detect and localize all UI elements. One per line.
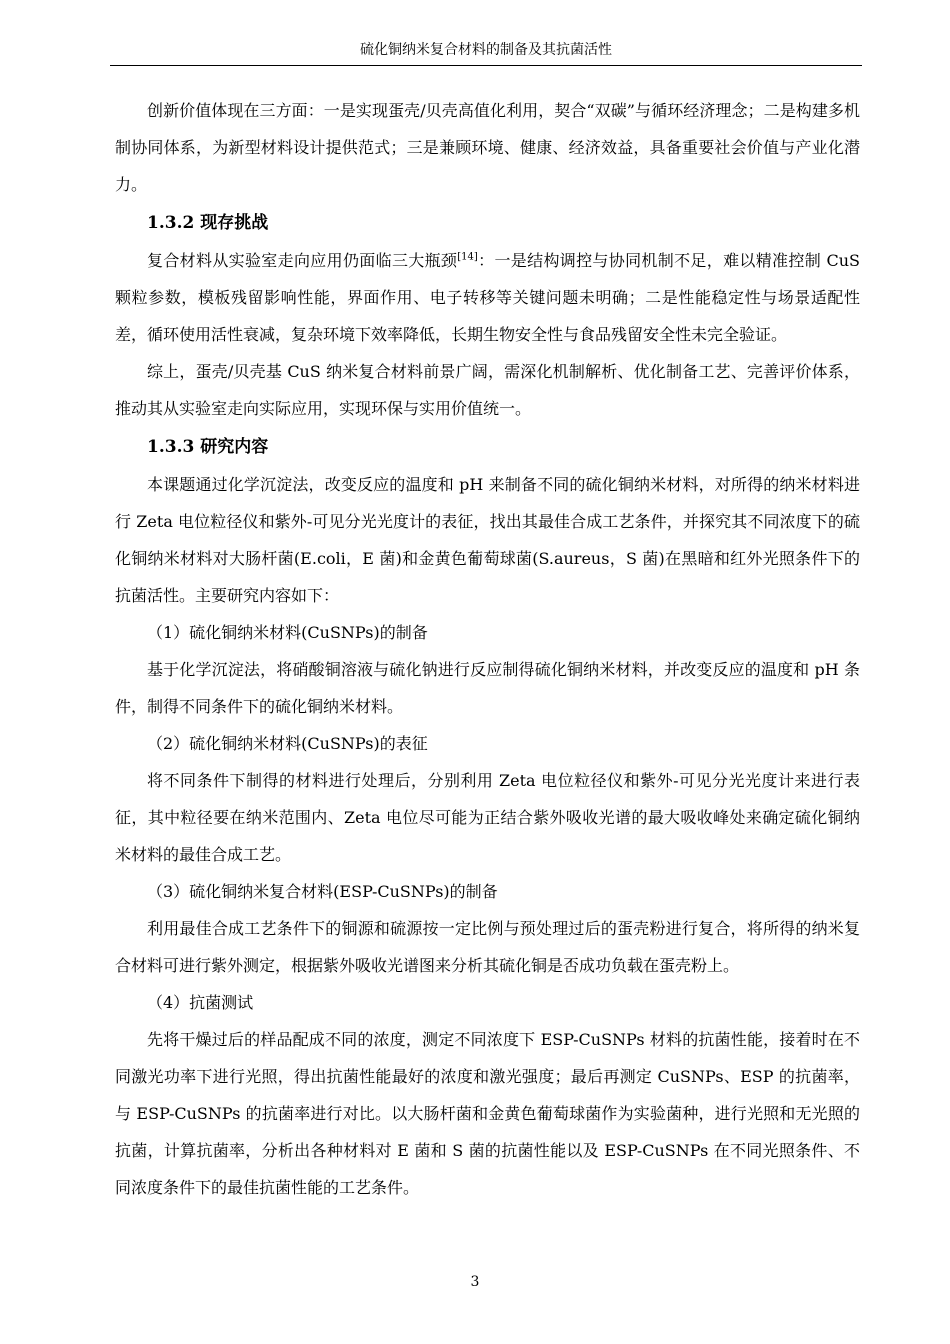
section-heading-research-content: 1.3.3 研究内容 xyxy=(147,437,269,457)
paragraph-cusnps-characterization: 将不同条件下制得的材料进行处理后，分别利用 Zeta 电位粒径仪和紫外-可见分光光度计来进行表征，其中粒径要在纳米范围内、Zeta 电位尽可能为正结合紫外吸收光谱的最大吸收峰处来确定硫化铜纳米材料的最佳合成工艺。 xyxy=(115,771,860,864)
paragraph-challenges-body: ：一是结构调控与协同机制不足，难以精准控制 CuS 颗粒参数，模板残留影响性能，界面作用、电子转移等关键问题未明确；二是性能稳定性与场景适配性差，循环使用活性衰减，复杂环境下效率降低，长期生物安全性与食品残留安全性未完全验证。 xyxy=(115,251,860,344)
paragraph-esp-cusnps-preparation: 利用最佳合成工艺条件下的铜源和硫源按一定比例与预处理过后的蛋壳粉进行复合，将所得的纳米复合材料可进行紫外测定，根据紫外吸收光谱图来分析其硫化铜是否成功负载在蛋壳粉上。 xyxy=(115,919,860,975)
citation-ref: [14] xyxy=(457,251,478,263)
section-heading-challenges: 1.3.2 现存挑战 xyxy=(147,213,269,233)
paragraph-antibacterial-test: 先将干燥过后的样品配成不同的浓度，测定不同浓度下 ESP-CuSNPs 材料的抗菌性能，接着时在不同激光功率下进行光照，得出抗菌性能最好的浓度和激光强度；最后再测定 CuSNPs、ESP 的抗菌率，与 ESP-CuSNPs 的抗菌率进行对比。以大肠杆菌和金黄色葡萄球菌作为实验菌种，进行光照和无光照的抗菌，计算抗菌率，分析出各种材料对 E 菌和 S 菌的抗菌性能以及 ESP-CuSNPs 在不同光照条件、不同浓度条件下的最佳抗菌性能的工艺条件。 xyxy=(115,1030,860,1197)
paragraph-challenges-lead: 复合材料从实验室走向应用仍面临三大瓶颈 xyxy=(147,251,458,270)
paragraph-cusnps-preparation: 基于化学沉淀法，将硝酸铜溶液与硫化钠进行反应制得硫化铜纳米材料，并改变反应的温度和 pH 条件，制得不同条件下的硫化铜纳米材料。 xyxy=(115,660,860,716)
paragraph-challenges xyxy=(115,242,860,353)
running-header: 硫化铜纳米复合材料的制备及其抗菌活性 xyxy=(360,42,612,58)
header-rule xyxy=(110,65,862,66)
paragraph-research-overview: 本课题通过化学沉淀法，改变反应的温度和 pH 来制备不同的硫化铜纳米材料，对所得的纳米材料进行 Zeta 电位粒径仪和紫外-可见分光光度计的表征，找出其最佳合成工艺条件，并探究其不同浓度下的硫化铜纳米材料对大肠杆菌(E.coli，E 菌)和金黄色葡萄球菌(S.aureus，S 菌)在黑暗和红外光照条件下的抗菌活性。主要研究内容如下： xyxy=(115,475,860,605)
item-cusnps-characterization: （2）硫化铜纳米材料(CuSNPs)的表征 xyxy=(147,734,428,753)
paragraph-innovation-value: 创新价值体现在三方面：一是实现蛋壳/贝壳高值化利用，契合“双碳”与循环经济理念；二是构建多机制协同体系，为新型材料设计提供范式；三是兼顾环境、健康、经济效益，具备重要社会价值与产业化潜力。 xyxy=(115,101,860,194)
item-esp-cusnps-preparation: （3）硫化铜纳米复合材料(ESP-CuSNPs)的制备 xyxy=(147,882,498,901)
item-cusnps-preparation: （1）硫化铜纳米材料(CuSNPs)的制备 xyxy=(147,623,428,642)
item-antibacterial-test: （4）抗菌测试 xyxy=(147,993,254,1012)
paragraph-summary: 综上，蛋壳/贝壳基 CuS 纳米复合材料前景广阔，需深化机制解析、优化制备工艺、完善评价体系，推动其从实验室走向实际应用，实现环保与实用价值统一。 xyxy=(115,362,860,418)
page-number: 3 xyxy=(470,1274,480,1290)
page-body xyxy=(115,92,860,1206)
